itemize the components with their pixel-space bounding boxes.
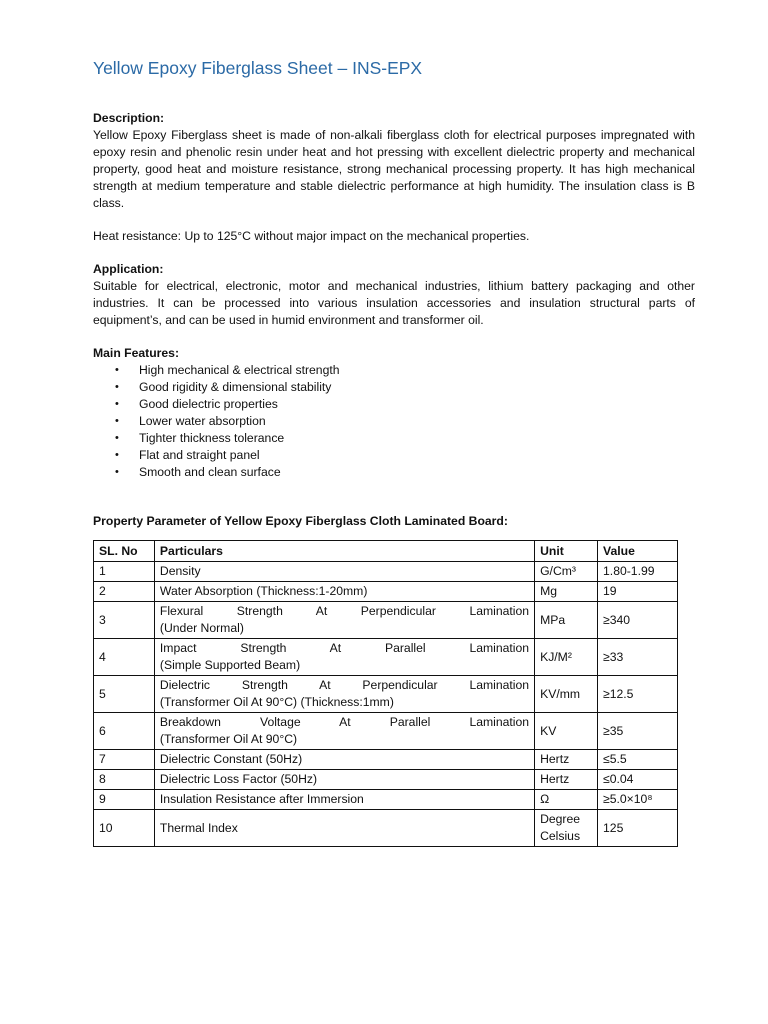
particulars-line-1: Impact Strength At Parallel Lamination xyxy=(159,641,530,655)
cell-sl-no: 10 xyxy=(94,810,155,847)
property-table xyxy=(93,540,678,847)
bullet-icon: • xyxy=(115,381,119,393)
bullet-icon: • xyxy=(115,415,119,427)
cell-unit: Hertz xyxy=(535,750,598,770)
bullet-icon: • xyxy=(115,364,119,376)
cell-unit: Degree Celsius xyxy=(535,810,598,847)
cell-value: 1.80-1.99 xyxy=(598,562,678,582)
description-heading: Description: xyxy=(93,111,165,125)
list-item: • High mechanical & electrical strength xyxy=(115,363,340,377)
cell-sl-no: 8 xyxy=(94,770,155,790)
cell-value: 125 xyxy=(598,810,678,847)
cell-particulars: Thermal Index xyxy=(154,810,534,847)
particulars-line-1: Flexural Strength At Perpendicular Lamination xyxy=(159,604,530,618)
cell-value: ≥340 xyxy=(598,602,678,639)
cell-value: ≥33 xyxy=(598,639,678,676)
table-row xyxy=(94,676,678,713)
particulars-line-2: (Simple Supported Beam) xyxy=(159,658,301,672)
cell-value: ≥35 xyxy=(598,713,678,750)
cell-sl-no: 2 xyxy=(94,582,155,602)
cell-unit: G/Cm³ xyxy=(535,562,598,582)
cell-value: ≤5.5 xyxy=(598,750,678,770)
particulars-line-2: (Transformer Oil At 90°C) (Thickness:1mm) xyxy=(159,695,394,709)
table-row xyxy=(94,810,678,847)
cell-sl-no: 7 xyxy=(94,750,155,770)
page-title: Yellow Epoxy Fiberglass Sheet – INS-EPX xyxy=(93,58,423,78)
cell-unit: KV/mm xyxy=(535,676,598,713)
header-unit: Unit xyxy=(535,541,598,562)
table-header-row xyxy=(94,541,678,562)
bullet-icon: • xyxy=(115,449,119,461)
cell-sl-no: 5 xyxy=(94,676,155,713)
cell-sl-no: 3 xyxy=(94,602,155,639)
table-row xyxy=(94,602,678,639)
table-body xyxy=(94,562,678,847)
description-text: Yellow Epoxy Fiberglass sheet is made of non-alkali fiberglass cloth for electrical purposes impregnated with epoxy resin and phenolic resin under heat and hot pressing with excellent dielectric property and mechanical property, good heat and moisture resistance, strong mechanical processing property. It has high mechanical strength at medium temperature and stable dielectric performance at high humidity. The insulation class is B class. xyxy=(93,128,695,210)
cell-sl-no: 1 xyxy=(94,562,155,582)
particulars-line-1: Breakdown Voltage At Parallel Lamination xyxy=(159,715,530,729)
bullet-icon: • xyxy=(115,432,119,444)
cell-particulars: Water Absorption (Thickness:1-20mm) xyxy=(154,582,534,602)
cell-unit: MPa xyxy=(535,602,598,639)
cell-sl-no: 9 xyxy=(94,790,155,810)
list-item: • Tighter thickness tolerance xyxy=(115,431,285,445)
features-list xyxy=(93,362,695,481)
bullet-icon: • xyxy=(115,466,119,478)
cell-value: ≥12.5 xyxy=(598,676,678,713)
application-heading: Application: xyxy=(93,262,164,276)
list-item: • Lower water absorption xyxy=(115,414,266,428)
list-item: • Smooth and clean surface xyxy=(115,465,281,479)
features-heading: Main Features: xyxy=(93,346,180,360)
cell-value: ≤0.04 xyxy=(598,770,678,790)
table-title: Property Parameter of Yellow Epoxy Fiberglass Cloth Laminated Board: xyxy=(93,514,508,528)
bullet-icon: • xyxy=(115,398,119,410)
heat-resistance-text: Heat resistance: Up to 125°C without major impact on the mechanical properties. xyxy=(93,229,530,243)
cell-sl-no: 4 xyxy=(94,639,155,676)
document-body xyxy=(93,110,695,530)
table-row xyxy=(94,562,678,582)
particulars-line-1: Dielectric Strength At Perpendicular Lamination xyxy=(159,678,530,692)
cell-particulars: Dielectric Constant (50Hz) xyxy=(154,750,534,770)
cell-unit: KV xyxy=(535,713,598,750)
cell-value: 19 xyxy=(598,582,678,602)
table-row xyxy=(94,790,678,810)
cell-particulars xyxy=(154,602,534,639)
header-value: Value xyxy=(598,541,678,562)
list-item: • Good dielectric properties xyxy=(115,397,278,411)
cell-particulars: Insulation Resistance after Immersion xyxy=(154,790,534,810)
table-row xyxy=(94,639,678,676)
cell-particulars: Dielectric Loss Factor (50Hz) xyxy=(154,770,534,790)
cell-unit: KJ/M² xyxy=(535,639,598,676)
list-item: • Good rigidity & dimensional stability xyxy=(115,380,332,394)
header-sl-no: SL. No xyxy=(94,541,155,562)
cell-particulars: Density xyxy=(154,562,534,582)
particulars-line-2: (Transformer Oil At 90°C) xyxy=(159,732,298,746)
table-row xyxy=(94,750,678,770)
table-row xyxy=(94,582,678,602)
cell-unit: Ω xyxy=(535,790,598,810)
cell-particulars xyxy=(154,676,534,713)
cell-sl-no: 6 xyxy=(94,713,155,750)
list-item: • Flat and straight panel xyxy=(115,448,260,462)
particulars-line-2: (Under Normal) xyxy=(159,621,244,635)
table-row xyxy=(94,713,678,750)
application-text: Suitable for electrical, electronic, motor and mechanical industries, lithium battery packaging and other industries. It can be processed into various insulation accessories and insulation structural parts of equipment’s, and can be used in humid environment and transformer oil. xyxy=(93,279,695,327)
cell-particulars xyxy=(154,713,534,750)
cell-unit: Mg xyxy=(535,582,598,602)
cell-particulars xyxy=(154,639,534,676)
header-particulars: Particulars xyxy=(154,541,534,562)
table-row xyxy=(94,770,678,790)
cell-value: ≥5.0×10⁸ xyxy=(598,790,678,810)
cell-unit: Hertz xyxy=(535,770,598,790)
